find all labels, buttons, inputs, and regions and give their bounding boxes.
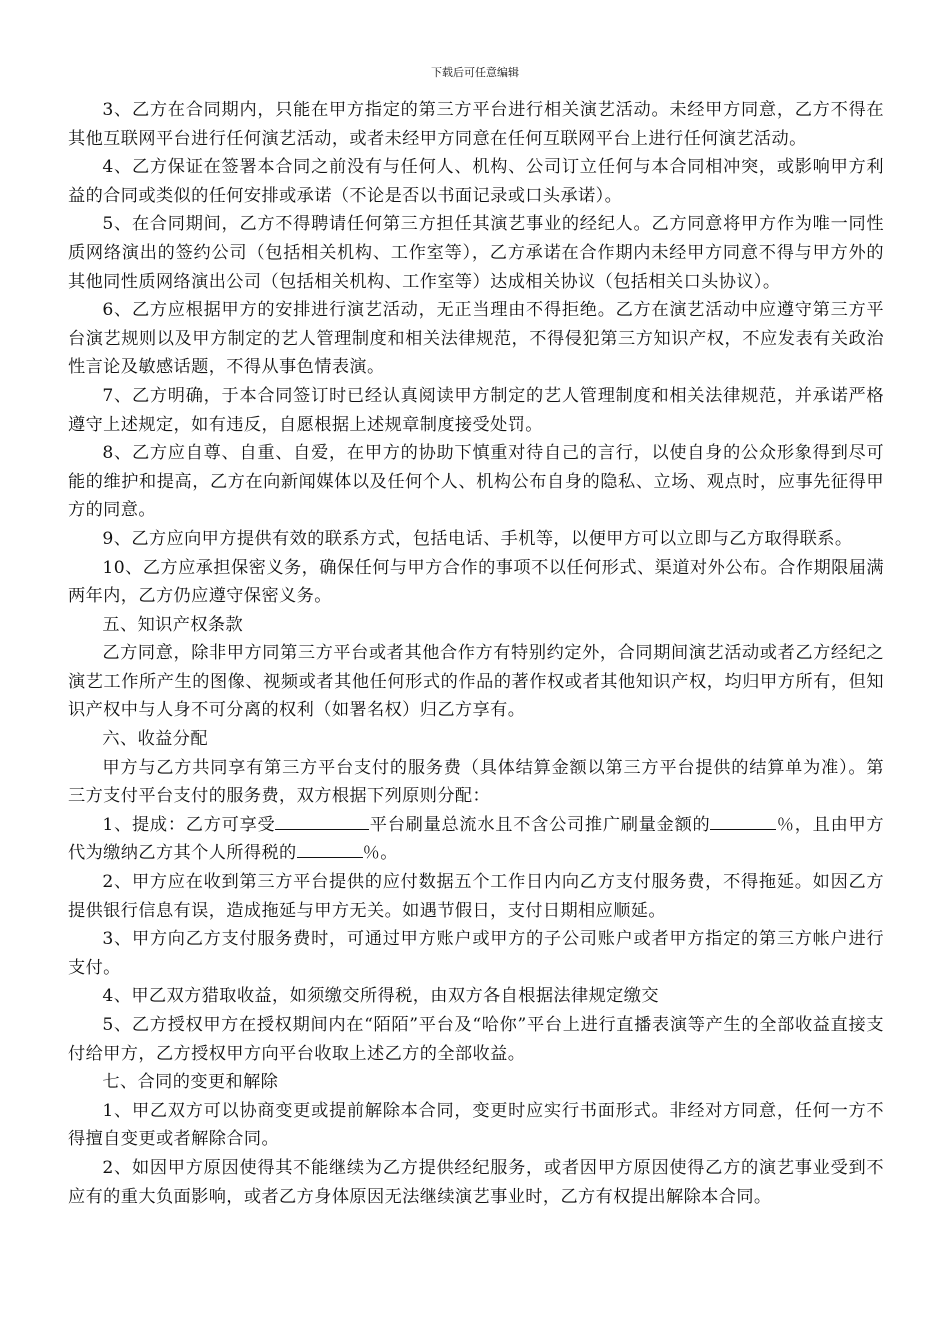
revenue-clause-5: 5、乙方授权甲方在授权期间内在“陌陌”平台及“哈你”平台上进行直播表演等产生的全部收益直接支付给甲方，乙方授权甲方向平台收取上述乙方的全部收益。 [68,1015,884,1064]
clause-6: 6、乙方应根据甲方的安排进行演艺活动，无正当理由不得拒绝。乙方在演艺活动中应遵守第三方平台演艺规则以及甲方制定的艺人管理制度和相关法律规范，不得侵犯第三方知识产权，不应发表有关政治性言论及敏感话题，不得从事色情表演。 [68,300,884,378]
section-heading-ip: 五、知识产权条款 [102,614,244,635]
clause-9: 9、乙方应向甲方提供有效的联系方式，包括电话、手机等，以便甲方可以立即与乙方取得联系。 [102,528,853,549]
section-heading-change: 七、合同的变更和解除 [102,1072,279,1093]
clause-7: 7、乙方明确，于本合同签订时已经认真阅读甲方制定的艺人管理制度和相关法律规范，并承诺严格遵守上述规定，如有违反，自愿根据上述规章制度接受处罚。 [68,385,884,435]
commission-clause [68,811,884,868]
commission-text-1: 1、提成：乙方可享受 [102,814,276,835]
clause-4: 4、乙方保证在签署本合同之前没有与任何人、机构、公司订立任何与本合同相冲突，或影响甲方利益的合同或类似的任何安排或承诺（不论是否以书面记录或口头承诺）。 [68,157,884,206]
page-header: 下载后可任意编辑 [431,66,519,79]
revenue-clause-2: 2、甲方应在收到第三方平台提供的应付数据五个工作日内向乙方支付服务费，不得拖延。如因乙方提供银行信息有误，造成拖延与甲方无关。如遇节假日，支付日期相应顺延。 [68,872,884,921]
clause-5: 5、在合同期间，乙方不得聘请任何第三方担任其演艺事业的经纪人。乙方同意将甲方作为唯一同性质网络演出的签约公司（包括相关机构、工作室等），乙方承诺在合作期内未经甲方同意不得与甲方外的其他同性质网络演出公司（包括相关机构、工作室等）达成相关协议（包括相关口头协议）。 [68,214,884,292]
commission-blank-tax [297,840,363,858]
clause-8: 8、乙方应自尊、自重、自爱，在甲方的协助下慎重对待自己的言行，以使自身的公众形象得到尽可能的维护和提高，乙方在向新闻媒体以及任何个人、机构公布自身的隐私、立场、观点时，应事先征得甲方的同意。 [68,443,884,521]
document-body [68,96,884,1211]
clause-3: 3、乙方在合同期内，只能在甲方指定的第三方平台进行相关演艺活动。未经甲方同意，乙方不得在其他互联网平台进行任何演艺活动，或者未经甲方同意在任何互联网平台上进行任何演艺活动。 [68,100,884,149]
commission-blank-platform [275,812,369,830]
change-clause-2: 2、如因甲方原因使得其不能继续为乙方提供经纪服务，或者因甲方原因使得乙方的演艺事业受到不应有的重大负面影响，或者乙方身体原因无法继续演艺事业时，乙方有权提出解除本合同。 [68,1157,884,1207]
revenue-clause-3: 3、甲方向乙方支付服务费时，可通过甲方账户或甲方的子公司账户或者甲方指定的第三方帐户进行支付。 [68,929,884,978]
clause-10: 10、乙方应承担保密义务，确保任何与甲方合作的事项不以任何形式、渠道对外公布。合作期限届满两年内，乙方仍应遵守保密义务。 [68,557,884,607]
change-clause-1: 1、甲乙双方可以协商变更或提前解除本合同，变更时应实行书面形式。非经对方同意，任何一方不得擅自变更或者解除合同。 [68,1100,884,1150]
revenue-clause-4: 4、甲乙双方猎取收益，如须缴交所得税，由双方各自根据法律规定缴交 [102,986,659,1007]
commission-blank-percent [710,812,776,830]
ip-clause: 乙方同意，除非甲方同第三方平台或者其他合作方有特别约定外，合同期间演艺活动或者乙方经纪之演艺工作所产生的图像、视频或者其他任何形式的作品的著作权或者其他知识产权，均归甲方所有，但知识产权中与人身不可分离的权利（如署名权）归乙方享有。 [68,643,884,721]
commission-text-2: 平台刷量总流水且不含公司推广刷量金额的 [369,814,711,835]
commission-text-4: ％。 [362,843,398,864]
commission-text-3: ％，且由甲方代为缴纳乙方其个人所得税的 [68,814,885,864]
section-heading-revenue: 六、收益分配 [102,729,208,750]
revenue-intro: 甲方与乙方共同享有第三方平台支付的服务费（具体结算金额以第三方平台提供的结算单为准）。第三方支付平台支付的服务费，双方根据下列原则分配： [68,757,884,807]
